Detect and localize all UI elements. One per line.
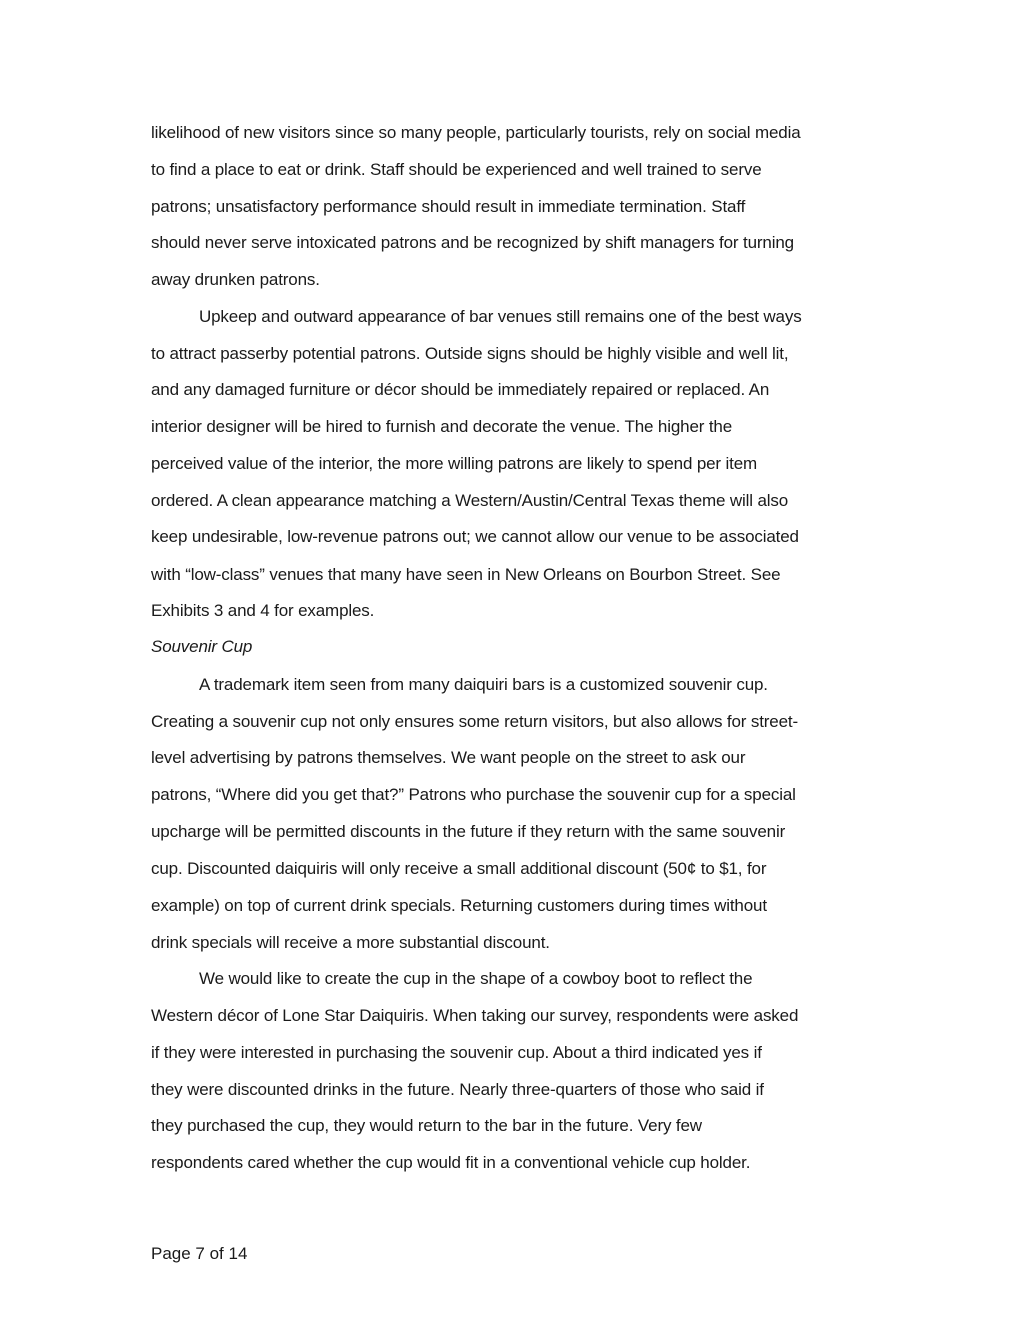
text-line: Exhibits 3 and 4 for examples. — [151, 601, 375, 620]
text-line: interior designer will be hired to furnish and decorate the venue. The higher the — [151, 417, 733, 436]
text-line: patrons; unsatisfactory performance should result in immediate termination. Staff — [151, 197, 746, 216]
section-heading: Souvenir Cup — [151, 637, 253, 656]
text-line: to find a place to eat or drink. Staff should be experienced and well trained to serve — [151, 160, 762, 179]
text-line: drink specials will receive a more substantial discount. — [151, 933, 550, 952]
text-line: cup. Discounted daiquiris will only receive a small additional discount (50¢ to $1, for — [151, 859, 767, 878]
text-line: level advertising by patrons themselves. We want people on the street to ask our — [151, 748, 746, 767]
text-line: should never serve intoxicated patrons and be recognized by shift managers for turning — [151, 233, 794, 252]
page-number: Page 7 of 14 — [151, 1244, 248, 1263]
text-line: Creating a souvenir cup not only ensures some return visitors, but also allows for street- — [151, 712, 798, 731]
text-line: Upkeep and outward appearance of bar venues still remains one of the best ways — [199, 307, 802, 326]
text-line: away drunken patrons. — [151, 270, 320, 289]
text-line: example) on top of current drink specials. Returning customers during times without — [151, 896, 767, 915]
text-line: if they were interested in purchasing the souvenir cup. About a third indicated yes if — [151, 1043, 762, 1062]
text-line: respondents cared whether the cup would fit in a conventional vehicle cup holder. — [151, 1153, 751, 1172]
text-line: they were discounted drinks in the future. Nearly three-quarters of those who said if — [151, 1080, 764, 1099]
text-line: keep undesirable, low-revenue patrons out; we cannot allow our venue to be associated — [151, 527, 799, 546]
text-line: perceived value of the interior, the more willing patrons are likely to spend per item — [151, 454, 758, 473]
text-line: patrons, “Where did you get that?” Patrons who purchase the souvenir cup for a special — [151, 785, 796, 804]
text-line: likelihood of new visitors since so many people, particularly tourists, rely on social media — [151, 123, 801, 142]
text-line: to attract passerby potential patrons. Outside signs should be highly visible and well lit, — [151, 344, 789, 363]
text-line: and any damaged furniture or décor should be immediately repaired or replaced. An — [151, 380, 770, 399]
text-line: ordered. A clean appearance matching a Western/Austin/Central Texas theme will also — [151, 491, 789, 510]
text-line: Western décor of Lone Star Daiquiris. When taking our survey, respondents were asked — [151, 1006, 799, 1025]
text-line: they purchased the cup, they would return to the bar in the future. Very few — [151, 1116, 702, 1135]
text-line: A trademark item seen from many daiquiri bars is a customized souvenir cup. — [199, 675, 768, 694]
text-line: We would like to create the cup in the shape of a cowboy boot to reflect the — [199, 969, 753, 988]
text-line: upcharge will be permitted discounts in the future if they return with the same souvenir — [151, 822, 786, 841]
text-line: with “low-class” venues that many have seen in New Orleans on Bourbon Street. See — [151, 565, 781, 584]
